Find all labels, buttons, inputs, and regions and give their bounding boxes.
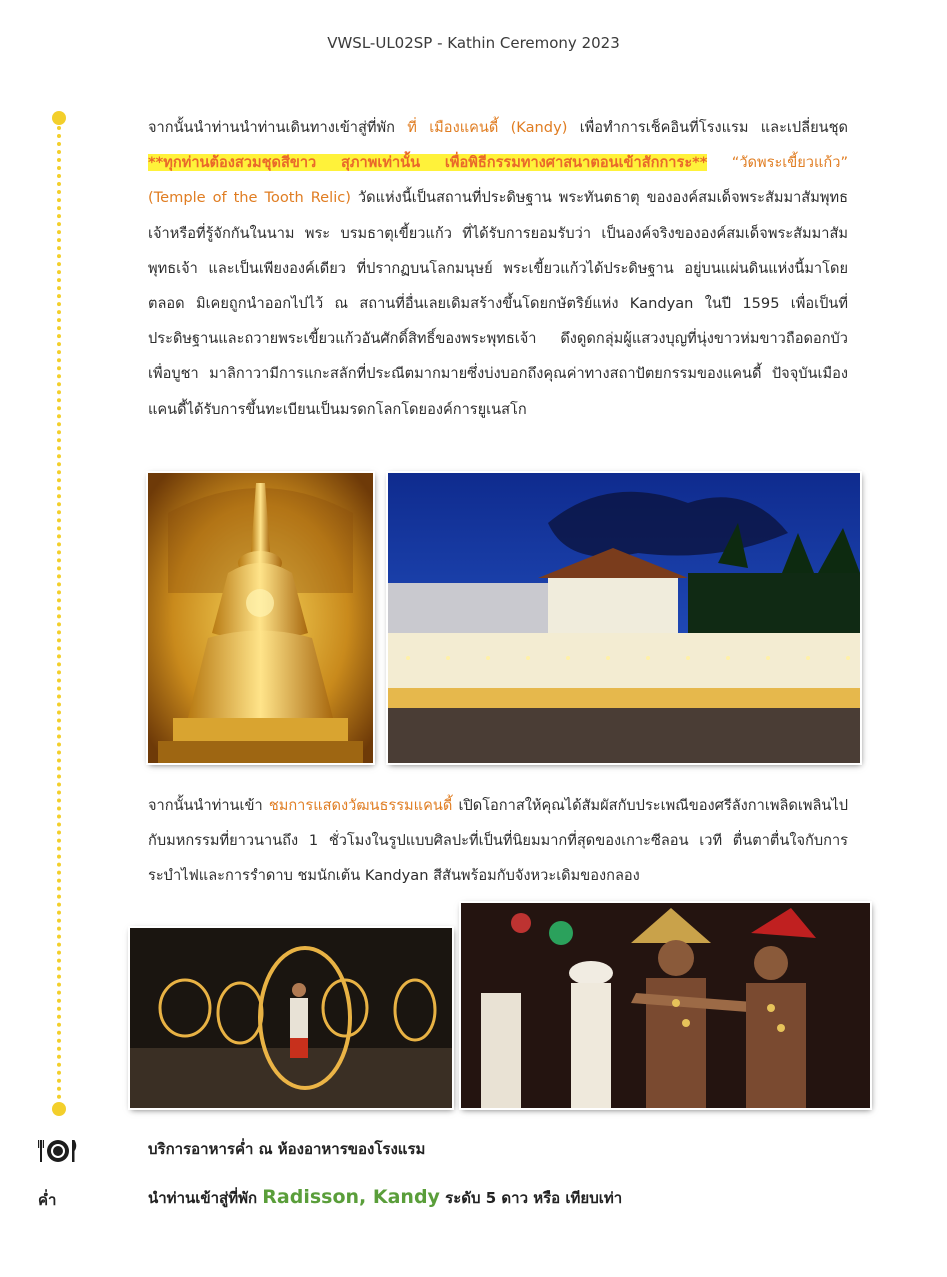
para1-checkin: เพื่อทำการเช็คอินที่โรงแรม และเปลี่ยนชุด [567,119,849,136]
cultural-show-description [148,788,848,894]
golden-stupa-photo [148,473,373,763]
dress-code-notice: **ทุกท่านต้องสวมชุดสีขาว สุภาพเท่านั้น เพื่อพิธีกรรมทางศาสนาตอนเข้าสักการะ** [148,154,708,172]
temple-description [148,110,848,427]
hotel-name: Radisson, Kandy [262,1186,440,1208]
cultural-show-name: ชมการแสดงวัฒนธรรมแคนดี้ [268,797,453,814]
hotel-intro: นำท่านเข้าสู่ที่พัก [148,1189,263,1207]
hotel-rating: ระดับ 5 ดาว หรือ เทียบเท่า [439,1189,623,1207]
timeline-line [57,118,61,1108]
temple-history: วัดแห่งนี้เป็นสถานที่ประดิษฐาน พระทันตธาตุ ขององค์สมเด็จพระสัมมาสัมพุทธเจ้าหรือที่รู้จักกันในนาม พระ บรมธาตุเขี้ยวแก้ว ที่ได้รับการยอมรับว่า เป็นองค์จริงขององค์สมเด็จพระสัมมาสัมพุทธเจ้า และเป็นเพียงองค์เดียว ที่ปรากฏบนโลกมนุษย์ พระเขี้ยวแก้วได้ประดิษฐาน อยู่บนแผ่นดินแห่งนี้มาโดยตลอด มิเคยถูกนำออกไปไว้ ณ สถานที่อื่นเลยเดิมสร้างขึ้นโดยกษัตริย์แห่ง Kandyan ในปี 1595 เพื่อเป็นที่ประดิษฐานและถวายพระเขี้ยวแก้วอันศักดิ์สิทธิ์ของพระพุทธเจ้า ดึงดูดกลุ่มผู้แสวงบุญที่นุ่งขาวห่มขาวถือดอกบัวเพื่อบูชา มาลิกาวามีการแกะสลักที่ประณีตมากมายซึ่งบ่งบอกถึงคุณค่าทางสถาปัตยกรรมของแคนดี้ ปัจจุบันเมืองแคนดี้ได้รับการขึ้นทะเบียนเป็นมรดกโลกโดยองค์การยูเนสโก [148,189,848,418]
page-header: VWSL-UL02SP - Kathin Ceremony 2023 [327,34,620,52]
night-label: ค่ำ [38,1191,57,1209]
para1-intro: จากนั้นนำท่านนำท่านเดินทางเข้าสู่ที่พัก [148,119,408,136]
restaurant-icon [38,1136,78,1166]
temple-night-photo [388,473,860,763]
fire-dance-photo [130,928,452,1108]
hotel-row [148,1186,622,1210]
timeline-dot-top [52,111,66,125]
kandy-city-link-text: ที่ เมืองแคนดี้ (Kandy) [407,119,568,136]
timeline-dot-bottom [52,1102,66,1116]
kandyan-dancers-photo [461,903,870,1108]
para2-intro: จากนั้นนำท่านเข้า [148,797,269,814]
temple-name: “วัดพระเขี้ยวแก้ว” (Temple of the Tooth Relic) [148,154,849,207]
dinner-text: บริการอาหารค่ำ ณ ห้องอาหารของโรงแรม [148,1140,426,1158]
para2-details: เปิดโอกาสให้คุณได้สัมผัสกับประเพณีของศรีลังกาเพลิดเพลินไปกับมหกรรมที่ยาวนานถึง 1 ชั่วโมงในรูปแบบศิลปะที่เป็นที่นิยมมากที่สุดของเกาะซีลอน เวที ตื่นตาตื่นใจกับการระบำไฟและการรำดาบ ชมนักเต้น Kandyan สีสันพร้อมกับจังหวะเดิมของกลอง [148,797,848,885]
